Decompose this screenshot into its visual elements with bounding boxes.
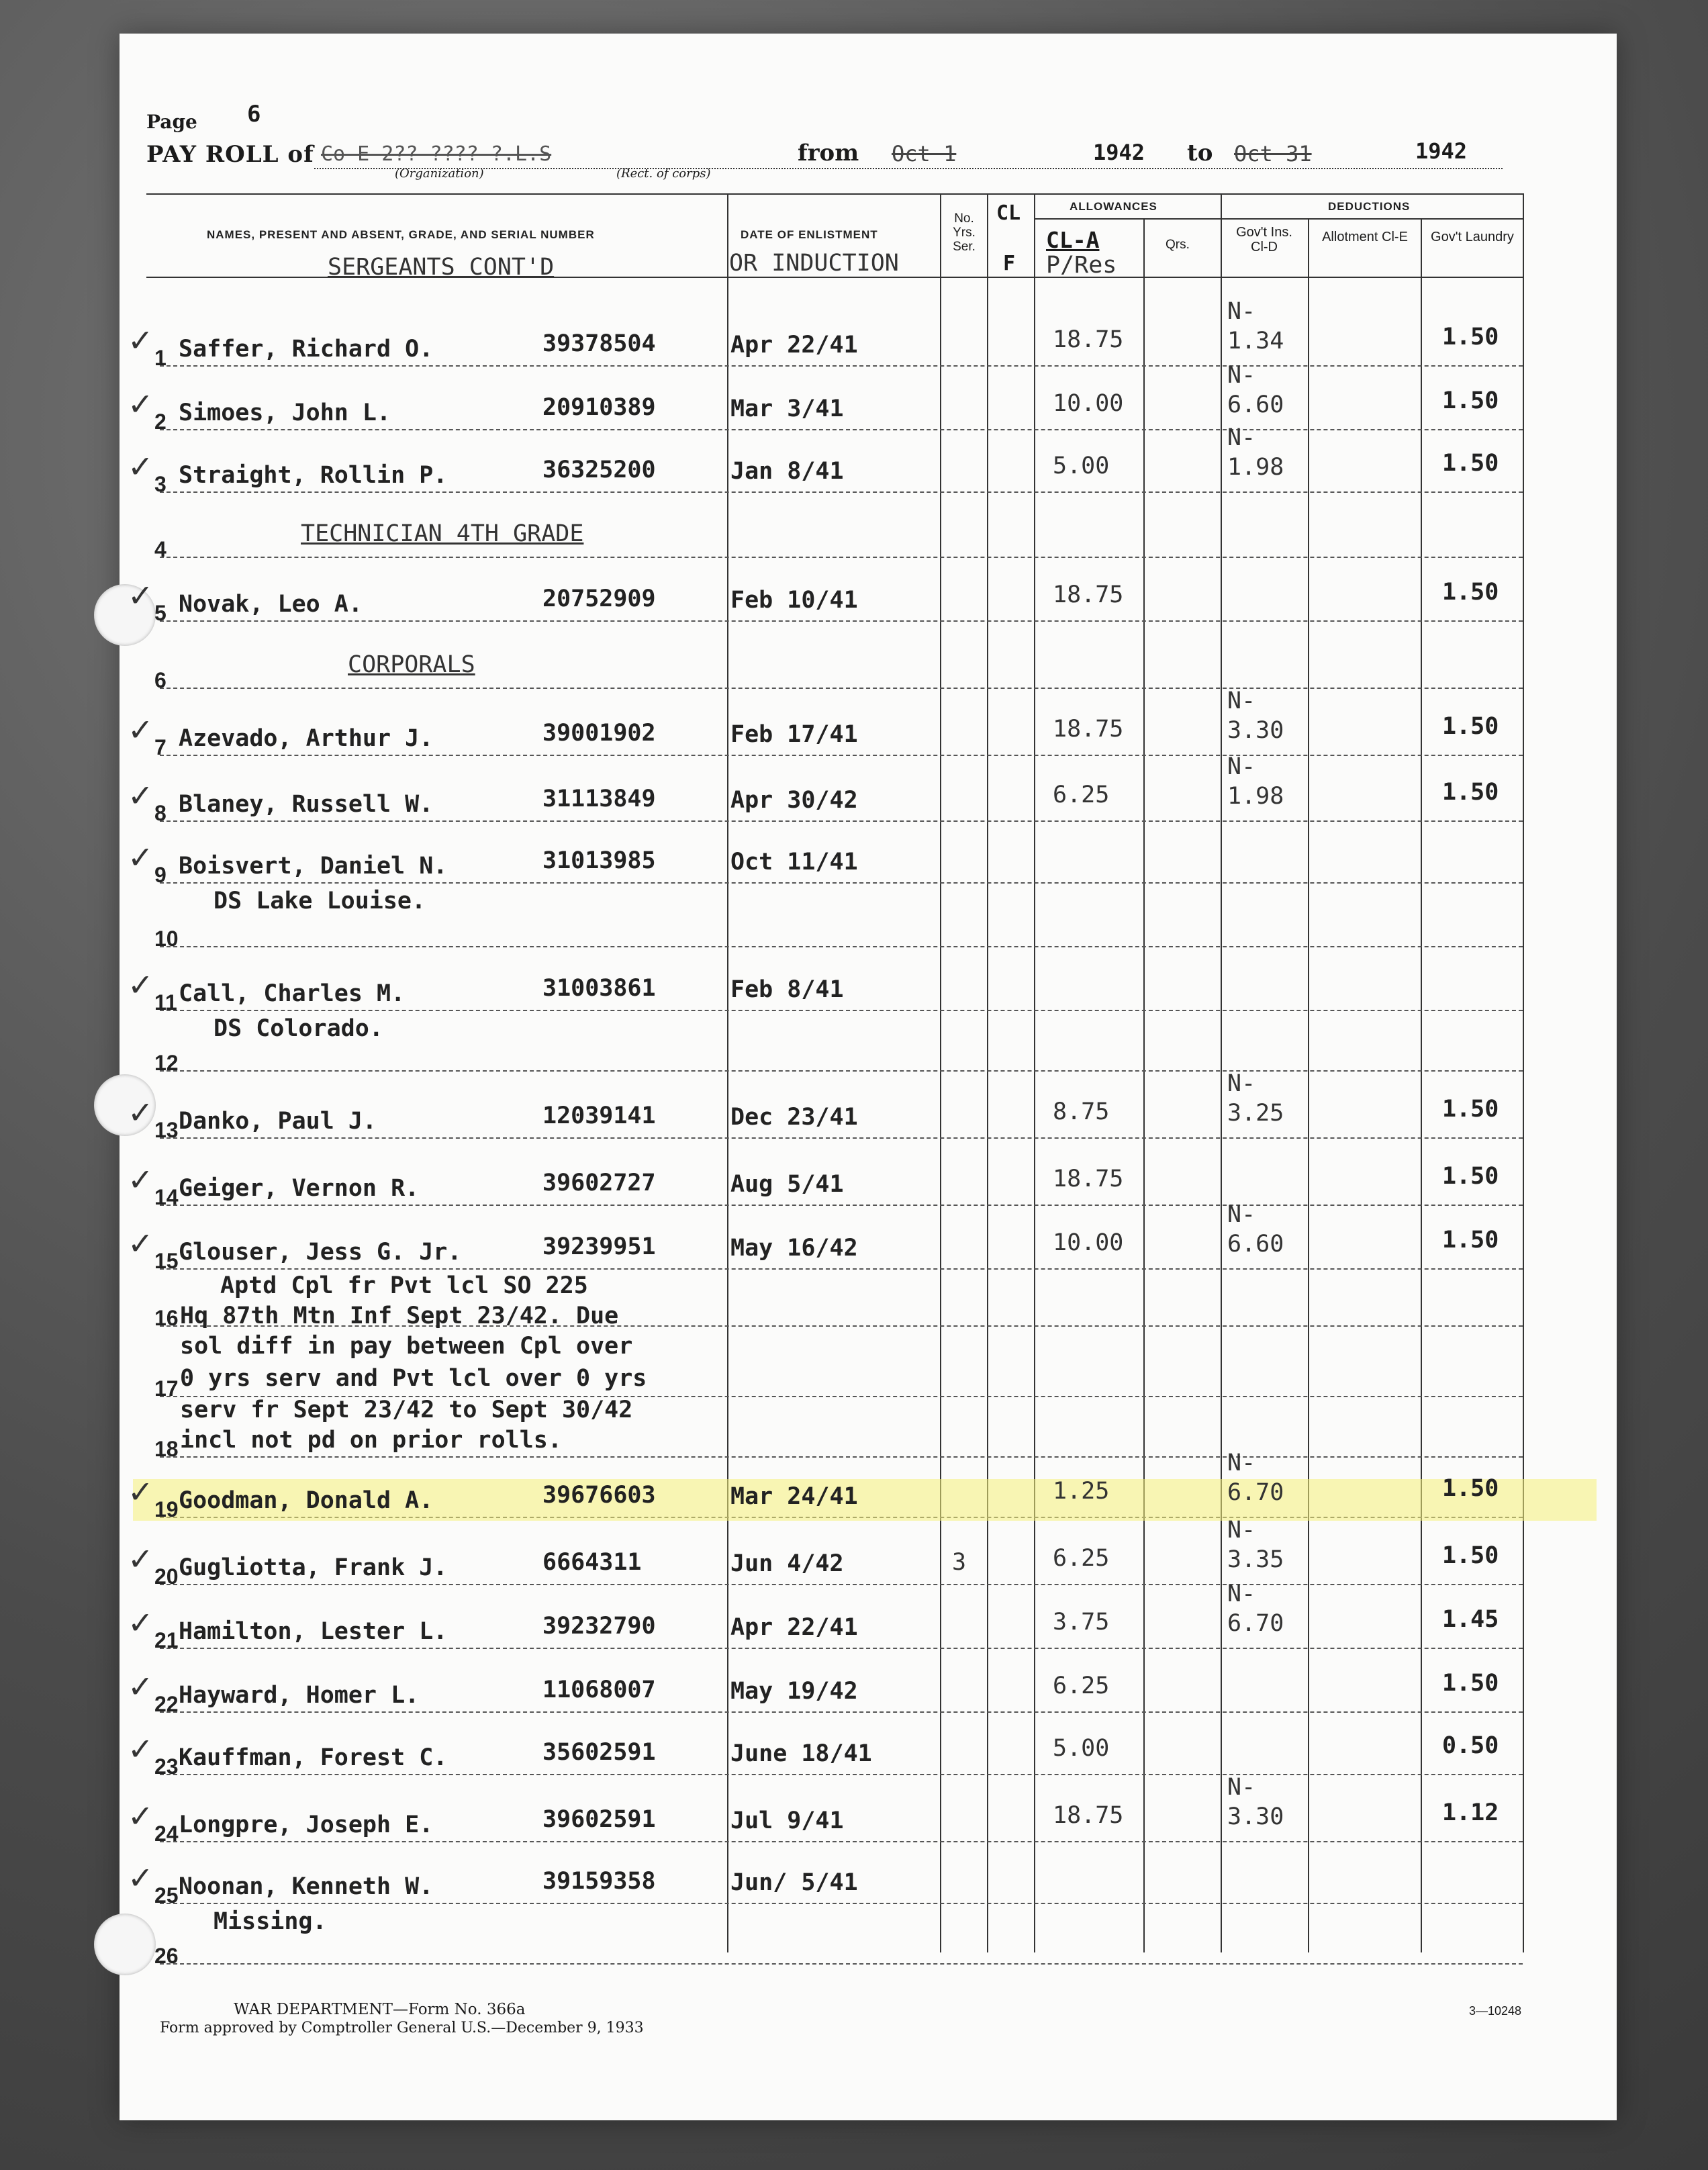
govt-ins-header: Gov't Ins. Cl-D <box>1236 225 1292 254</box>
col-sep <box>1308 218 1309 1952</box>
serial-number: 31013985 <box>542 847 656 874</box>
cla-allowance: 1.25 <box>1053 1478 1110 1505</box>
soldier-name: Longpre, Joseph E. <box>179 1811 434 1838</box>
row-number: 10 <box>154 927 179 951</box>
enlistment-date: May 19/42 <box>730 1678 858 1705</box>
govt-insurance: N- 3.30 <box>1227 1774 1284 1830</box>
serial-number: 31113849 <box>542 786 656 812</box>
row-rule <box>160 365 1523 367</box>
cla-allowance: 6.25 <box>1053 1545 1110 1572</box>
col-sep <box>940 193 941 1952</box>
serial-number: 39232790 <box>542 1613 656 1640</box>
row-rule <box>160 1584 1523 1585</box>
row-number: 17 <box>154 1376 179 1401</box>
serial-number: 39676603 <box>542 1482 656 1509</box>
row-number: 1 <box>154 346 167 370</box>
duty-note: DS Lake Louise. <box>214 888 426 914</box>
enlistment-date: Feb 8/41 <box>730 976 844 1003</box>
row-rule <box>160 755 1523 756</box>
cla-allowance: 18.75 <box>1053 581 1124 608</box>
serial-number: 20910389 <box>542 394 656 421</box>
names-header: NAMES, PRESENT AND ABSENT, GRADE, AND SERIAL NUMBER <box>207 228 595 241</box>
year-to: 1942 <box>1415 138 1468 164</box>
check-icon: ✓ <box>128 1668 154 1705</box>
row-rule <box>160 1205 1523 1206</box>
soldier-name: Simoes, John L. <box>179 399 391 426</box>
soldier-name: Hamilton, Lester L. <box>179 1618 448 1645</box>
punch-hole <box>94 1914 156 1975</box>
govt-insurance: N- 6.60 <box>1227 1201 1284 1258</box>
serial-number: 6664311 <box>542 1549 642 1576</box>
row-rule <box>160 882 1523 884</box>
cla-allowance: 8.75 <box>1053 1098 1110 1125</box>
soldier-name: Call, Charles M. <box>179 980 406 1007</box>
soldier-name: Danko, Paul J. <box>179 1108 377 1135</box>
serial-number: 35602591 <box>542 1739 656 1766</box>
check-icon: ✓ <box>128 449 154 485</box>
row-number: 18 <box>154 1437 179 1461</box>
row-rule <box>160 1774 1523 1775</box>
footer-form-code: 3—10248 <box>1469 2004 1522 2018</box>
duty-note: DS Colorado. <box>214 1015 383 1042</box>
serial-number: 39239951 <box>542 1233 656 1260</box>
row-rule <box>160 1648 1523 1649</box>
enlistment-date: Jan 8/41 <box>730 458 844 485</box>
row-number: 5 <box>154 601 167 625</box>
section-heading: TECHNICIAN 4TH GRADE <box>301 520 584 547</box>
yrs-header: No. Yrs. Ser. <box>953 211 976 254</box>
date-header-typed: OR INDUCTION <box>729 250 899 277</box>
laundry-header: Gov't Laundry <box>1431 230 1514 244</box>
deductions-header: DEDUCTIONS <box>1328 200 1411 213</box>
qrs-header: Qrs. <box>1166 238 1190 252</box>
note-line: Aptd Cpl fr Pvt lcl SO 225 <box>220 1272 588 1299</box>
row-number: 26 <box>154 1944 179 1968</box>
laundry-deduction: 0.50 <box>1442 1732 1499 1759</box>
serial-number: 39602591 <box>542 1806 656 1833</box>
note-line: serv fr Sept 23/42 to Sept 30/42 <box>180 1397 633 1423</box>
row-number: 8 <box>154 801 167 825</box>
section-title: SERGEANTS CONT'D <box>328 254 555 281</box>
enlistment-date: Feb 17/41 <box>730 721 858 748</box>
table-top-rule <box>146 193 1523 195</box>
row-number: 23 <box>154 1754 179 1779</box>
govt-insurance: N- 3.25 <box>1227 1070 1284 1127</box>
from-value: Oct 1 <box>892 141 957 167</box>
rect-caption: (Rect. of corps) <box>616 167 711 181</box>
row-number: 19 <box>154 1497 179 1521</box>
check-icon: ✓ <box>128 386 154 422</box>
laundry-deduction: 1.50 <box>1442 1475 1499 1502</box>
check-icon: ✓ <box>128 967 154 1003</box>
years-served: 3 <box>952 1549 967 1576</box>
col-sep <box>1523 193 1524 1952</box>
row-number: 15 <box>154 1249 179 1273</box>
row-number: 4 <box>154 537 167 561</box>
govt-insurance: N- 3.35 <box>1227 1517 1284 1573</box>
group-rule <box>1034 218 1523 220</box>
col-sep <box>987 193 988 1952</box>
section-heading: CORPORALS <box>348 651 475 678</box>
row-rule <box>160 688 1523 689</box>
row-number: 22 <box>154 1692 179 1716</box>
footer-form-line: WAR DEPARTMENT—Form No. 366a <box>234 2001 526 2018</box>
row-number: 21 <box>154 1628 179 1652</box>
col-sep <box>1221 193 1222 1952</box>
serial-number: 36325200 <box>542 457 656 483</box>
cla-sub: P/Res <box>1046 252 1117 279</box>
header-rule <box>314 168 1503 169</box>
laundry-deduction: 1.50 <box>1442 1227 1499 1254</box>
row-rule <box>160 620 1523 622</box>
soldier-name: Saffer, Richard O. <box>179 336 434 363</box>
row-number: 20 <box>154 1564 179 1589</box>
cla-allowance: 18.75 <box>1053 1166 1124 1192</box>
row-rule <box>160 1841 1523 1842</box>
cla-header: CL-A <box>1046 227 1100 253</box>
col-sep <box>727 193 728 1952</box>
year-from: 1942 <box>1093 140 1145 165</box>
cla-allowance: 6.25 <box>1053 782 1110 808</box>
soldier-name: Azevado, Arthur J. <box>179 725 434 752</box>
col-sep <box>1034 193 1035 1952</box>
page-number: 6 <box>247 101 261 128</box>
enlistment-date: Apr 30/42 <box>730 787 858 814</box>
laundry-deduction: 1.50 <box>1442 1670 1499 1697</box>
duty-note: Missing. <box>214 1908 327 1935</box>
from-label: from <box>798 140 859 167</box>
laundry-deduction: 1.50 <box>1442 579 1499 606</box>
check-icon: ✓ <box>128 577 154 614</box>
organization-value: Co E 2?? ???? ?.L.S <box>321 142 552 166</box>
govt-insurance: N- 6.70 <box>1227 1581 1284 1637</box>
soldier-name: Novak, Leo A. <box>179 591 363 618</box>
row-rule <box>160 1711 1523 1713</box>
cla-allowance: 18.75 <box>1053 716 1124 743</box>
check-icon: ✓ <box>128 777 154 814</box>
row-rule <box>160 820 1523 822</box>
pay-roll-label: PAY ROLL of <box>146 141 314 168</box>
check-icon: ✓ <box>128 322 154 359</box>
govt-insurance: N- 6.70 <box>1227 1450 1284 1506</box>
row-rule <box>160 1903 1523 1904</box>
laundry-deduction: 1.45 <box>1442 1606 1499 1633</box>
allotment-header: Allotment Cl-E <box>1322 230 1408 244</box>
col-sep <box>1143 218 1145 1952</box>
row-number: 16 <box>154 1306 179 1330</box>
row-number: 11 <box>154 990 177 1015</box>
enlistment-date: Dec 23/41 <box>730 1104 858 1131</box>
laundry-deduction: 1.50 <box>1442 779 1499 806</box>
enlistment-date: Oct 11/41 <box>730 849 858 876</box>
soldier-name: Gugliotta, Frank J. <box>179 1554 448 1581</box>
serial-number: 20752909 <box>542 585 656 612</box>
laundry-deduction: 1.50 <box>1442 387 1499 414</box>
enlistment-date: Aug 5/41 <box>730 1171 844 1198</box>
soldier-name: Geiger, Vernon R. <box>179 1175 420 1202</box>
laundry-deduction: 1.50 <box>1442 324 1499 350</box>
cl-sub: F <box>1003 252 1016 275</box>
laundry-deduction: 1.50 <box>1442 713 1499 740</box>
row-rule <box>160 491 1523 493</box>
row-rule <box>160 1456 1523 1458</box>
serial-number: 39001902 <box>542 720 656 747</box>
laundry-deduction: 1.12 <box>1442 1799 1499 1826</box>
enlistment-date: June 18/41 <box>730 1740 872 1767</box>
col-sep <box>1421 218 1422 1952</box>
cla-allowance: 3.75 <box>1053 1609 1110 1636</box>
cla-allowance: 5.00 <box>1053 1735 1110 1762</box>
enlistment-date: Mar 3/41 <box>730 395 844 422</box>
enlistment-date: Jun/ 5/41 <box>730 1869 858 1896</box>
check-icon: ✓ <box>128 1225 154 1262</box>
laundry-deduction: 1.50 <box>1442 1542 1499 1569</box>
cla-allowance: 10.00 <box>1053 1229 1124 1256</box>
soldier-name: Straight, Rollin P. <box>179 462 448 489</box>
enlistment-date: Jul 9/41 <box>730 1807 844 1834</box>
soldier-name: Boisvert, Daniel N. <box>179 853 448 880</box>
soldier-name: Kauffman, Forest C. <box>179 1744 448 1771</box>
check-icon: ✓ <box>128 1162 154 1198</box>
to-label: to <box>1187 140 1213 167</box>
check-icon: ✓ <box>128 1094 154 1131</box>
govt-insurance: N- 6.60 <box>1227 362 1284 418</box>
govt-insurance: N- 1.98 <box>1227 424 1284 481</box>
soldier-name: Hayward, Homer L. <box>179 1682 420 1709</box>
row-rule <box>160 1010 1523 1011</box>
enlistment-date: Apr 22/41 <box>730 1614 858 1641</box>
row-number: 7 <box>154 735 167 759</box>
laundry-deduction: 1.50 <box>1442 1163 1499 1190</box>
govt-insurance: N- 1.34 <box>1227 298 1284 355</box>
note-line: sol diff in pay between Cpl over <box>180 1333 633 1360</box>
row-rule <box>160 946 1523 947</box>
cla-allowance: 18.75 <box>1053 326 1124 353</box>
page-label: Page <box>146 111 197 133</box>
check-icon: ✓ <box>128 839 154 876</box>
serial-number: 11068007 <box>542 1677 656 1703</box>
row-number: 13 <box>154 1118 179 1142</box>
cla-allowance: 5.00 <box>1053 453 1110 479</box>
row-rule <box>160 1070 1523 1072</box>
laundry-deduction: 1.50 <box>1442 450 1499 477</box>
note-line: 0 yrs serv and Pvt lcl over 0 yrs <box>180 1365 647 1392</box>
soldier-name: Blaney, Russell W. <box>179 791 434 818</box>
check-icon: ✓ <box>128 712 154 748</box>
note-line: Hq 87th Mtn Inf Sept 23/42. Due <box>180 1303 619 1329</box>
row-number: 6 <box>154 668 167 692</box>
soldier-name: Glouser, Jess G. Jr. <box>179 1239 462 1266</box>
serial-number: 39602727 <box>542 1170 656 1196</box>
check-icon: ✓ <box>128 1860 154 1896</box>
note-line: incl not pd on prior rolls. <box>180 1427 562 1454</box>
serial-number: 31003861 <box>542 975 656 1002</box>
row-number: 3 <box>154 472 167 496</box>
enlistment-date: Apr 22/41 <box>730 332 858 359</box>
enlistment-date: Jun 4/42 <box>730 1550 844 1577</box>
date-header: DATE OF ENLISTMENT <box>741 228 878 241</box>
row-rule <box>160 557 1523 558</box>
cla-allowance: 18.75 <box>1053 1802 1124 1829</box>
row-number: 24 <box>154 1822 179 1846</box>
govt-insurance: N- 1.98 <box>1227 753 1284 810</box>
soldier-name: Noonan, Kenneth W. <box>179 1873 434 1900</box>
to-value: Oct 31 <box>1234 141 1312 167</box>
row-rule <box>160 1963 1523 1965</box>
row-number: 14 <box>154 1185 179 1209</box>
check-icon: ✓ <box>128 1541 154 1577</box>
row-rule <box>160 1268 1523 1270</box>
enlistment-date: Mar 24/41 <box>730 1483 858 1510</box>
serial-number: 12039141 <box>542 1102 656 1129</box>
row-number: 12 <box>154 1051 179 1075</box>
enlistment-date: Feb 10/41 <box>730 587 858 614</box>
row-number: 9 <box>154 863 167 887</box>
cla-allowance: 10.00 <box>1053 390 1124 417</box>
cla-allowance: 6.25 <box>1053 1672 1110 1699</box>
footer-approved-line: Form approved by Comptroller General U.S.—December 9, 1933 <box>160 2020 644 2036</box>
soldier-name: Goodman, Donald A. <box>179 1487 434 1514</box>
cl-header: CL <box>996 201 1021 225</box>
check-icon: ✓ <box>128 1798 154 1834</box>
check-icon: ✓ <box>128 1605 154 1641</box>
row-number: 25 <box>154 1883 179 1907</box>
serial-number: 39159358 <box>542 1868 656 1895</box>
check-icon: ✓ <box>128 1474 154 1510</box>
allowances-header: ALLOWANCES <box>1070 200 1157 213</box>
payroll-sheet <box>120 34 1617 2120</box>
enlistment-date: May 16/42 <box>730 1235 858 1262</box>
row-rule <box>160 1137 1523 1139</box>
govt-insurance: N- 3.30 <box>1227 688 1284 744</box>
organization-caption: (Organization) <box>395 167 484 181</box>
check-icon: ✓ <box>128 1731 154 1767</box>
serial-number: 39378504 <box>542 330 656 357</box>
laundry-deduction: 1.50 <box>1442 1096 1499 1123</box>
row-number: 2 <box>154 410 167 434</box>
row-rule <box>160 429 1523 430</box>
